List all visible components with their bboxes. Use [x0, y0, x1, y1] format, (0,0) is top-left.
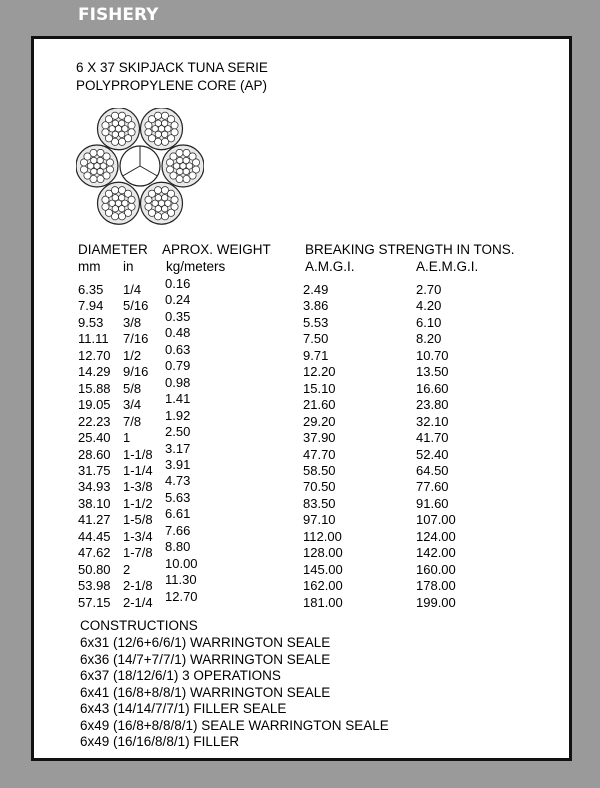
- spec-panel: [31, 36, 572, 761]
- construction-item: 6x41 (16/8+8/8/1) WARRINGTON SEALE: [80, 684, 331, 700]
- cell-aemgi: 4.20: [416, 298, 442, 314]
- cell-mm: 19.05: [78, 397, 111, 413]
- cell-aemgi: 32.10: [416, 413, 449, 429]
- cell-kg: 0.24: [165, 292, 191, 308]
- construction-item: 6x36 (14/7+7/7/1) WARRINGTON SEALE: [80, 651, 331, 667]
- cell-mm: 57.15: [78, 594, 111, 610]
- cell-mm: 44.45: [78, 528, 111, 544]
- cell-in: 3/4: [123, 397, 142, 413]
- cell-aemgi: 13.50: [416, 364, 449, 380]
- cell-mm: 14.29: [78, 364, 111, 380]
- cell-aemgi: 52.40: [416, 446, 449, 462]
- cell-amgi: 21.60: [303, 397, 336, 413]
- header-weight: APROX. WEIGHT: [162, 242, 271, 257]
- construction-item: 6x49 (16/8+8/8/8/1) SEALE WARRINGTON SEALE: [80, 717, 389, 733]
- header-mm: mm: [78, 259, 101, 274]
- cell-amgi: 112.00: [303, 528, 342, 544]
- cell-amgi: 83.50: [303, 495, 336, 511]
- cell-aemgi: 160.00: [416, 561, 456, 577]
- section-label: FISHERY: [78, 5, 159, 25]
- cell-aemgi: 2.70: [416, 282, 442, 297]
- cell-amgi: 70.50: [303, 479, 336, 495]
- cell-in: 2-1/4: [123, 594, 153, 610]
- cell-mm: 7.94: [78, 298, 104, 314]
- cell-aemgi: 8.20: [416, 331, 442, 347]
- cell-aemgi: 91.60: [416, 495, 449, 511]
- cell-amgi: 15.10: [303, 380, 336, 396]
- cell-in: 1-7/8: [123, 545, 153, 561]
- cell-kg: 6.61: [165, 506, 191, 522]
- cell-amgi: 5.53: [303, 314, 329, 330]
- cell-mm: 22.23: [78, 413, 111, 429]
- cell-mm: 31.75: [78, 462, 111, 478]
- header-in: in: [123, 259, 134, 274]
- cell-in: 1: [123, 430, 131, 446]
- cell-amgi: 47.70: [303, 446, 336, 462]
- cell-kg: 10.00: [165, 555, 198, 571]
- cell-amgi: 9.71: [303, 347, 329, 363]
- cell-mm: 15.88: [78, 380, 111, 396]
- construction-item: 6x43 (14/14/7/7/1) FILLER SEALE: [80, 701, 287, 716]
- cell-in: 1-1/8: [123, 446, 153, 462]
- cell-kg: 0.35: [165, 308, 191, 324]
- construction-item: 6x37 (18/12/6/1) 3 OPERATIONS: [80, 668, 281, 683]
- cell-mm: 6.35: [78, 282, 104, 297]
- cell-in: 1/4: [123, 282, 142, 297]
- cell-mm: 25.40: [78, 430, 111, 446]
- cell-kg: 1.41: [165, 391, 191, 407]
- cell-in: 5/8: [123, 380, 142, 396]
- cell-amgi: 2.49: [303, 282, 329, 297]
- cell-in: 7/16: [123, 331, 149, 347]
- header-breaking: BREAKING STRENGTH IN TONS.: [305, 242, 515, 257]
- cell-in: 3/8: [123, 314, 142, 330]
- cell-kg: 0.16: [165, 276, 191, 291]
- cell-mm: 53.98: [78, 578, 111, 594]
- header-kg: kg/meters: [166, 259, 226, 274]
- cell-amgi: 162.00: [303, 578, 343, 594]
- cell-kg: 0.48: [165, 325, 191, 341]
- cell-aemgi: 199.00: [416, 594, 456, 610]
- cell-in: 1/2: [123, 347, 142, 363]
- cell-aemgi: 107.00: [416, 512, 456, 528]
- cell-in: 1-3/8: [123, 479, 153, 495]
- cell-aemgi: 142.00: [416, 545, 456, 561]
- cell-aemgi: 178.00: [416, 578, 456, 594]
- cell-aemgi: 41.70: [416, 430, 449, 446]
- cell-kg: 8.80: [165, 539, 191, 555]
- cell-mm: 47.62: [78, 545, 111, 561]
- cell-amgi: 97.10: [303, 512, 336, 528]
- cell-kg: 1.92: [165, 407, 191, 423]
- construction-item: 6x31 (12/6+6/6/1) WARRINGTON SEALE: [80, 635, 331, 650]
- cell-kg: 4.73: [165, 473, 191, 489]
- cell-kg: 0.63: [165, 341, 191, 357]
- cell-aemgi: 124.00: [416, 528, 456, 544]
- cell-kg: 3.91: [165, 456, 191, 472]
- cell-in: 7/8: [123, 413, 142, 429]
- cell-aemgi: 10.70: [416, 347, 449, 363]
- cell-kg: 0.98: [165, 374, 191, 390]
- cell-amgi: 58.50: [303, 462, 336, 478]
- header-amgi: A.M.G.I.: [305, 259, 355, 274]
- cell-amgi: 128.00: [303, 545, 343, 561]
- cell-in: 2: [123, 561, 131, 577]
- rope-cross-section-icon: [76, 108, 204, 242]
- cell-in: 9/16: [123, 364, 149, 380]
- cell-amgi: 3.86: [303, 298, 329, 314]
- cell-amgi: 29.20: [303, 413, 336, 429]
- cell-in: 1-3/4: [123, 528, 153, 544]
- constructions-title: CONSTRUCTIONS: [80, 618, 198, 633]
- cell-kg: 12.70: [165, 588, 198, 604]
- title-line-1: 6 X 37 SKIPJACK TUNA SERIE: [76, 60, 268, 75]
- cell-mm: 41.27: [78, 512, 111, 528]
- cell-kg: 11.30: [165, 572, 197, 588]
- cell-in: 5/16: [123, 298, 149, 314]
- cell-mm: 12.70: [78, 347, 111, 363]
- cell-aemgi: 6.10: [416, 314, 442, 330]
- cell-aemgi: 16.60: [416, 380, 449, 396]
- cell-in: 2-1/8: [123, 578, 153, 594]
- cell-mm: 50.80: [78, 561, 111, 577]
- construction-item: 6x49 (16/16/8/8/1) FILLER: [80, 734, 240, 749]
- cell-mm: 11.11: [78, 331, 109, 347]
- cell-kg: 5.63: [165, 489, 191, 505]
- cell-amgi: 145.00: [303, 561, 343, 577]
- cell-aemgi: 64.50: [416, 462, 449, 478]
- cell-mm: 28.60: [78, 446, 111, 462]
- cell-kg: 7.66: [165, 522, 191, 538]
- cell-in: 1-1/2: [123, 495, 153, 511]
- cell-amgi: 12.20: [303, 364, 336, 380]
- cell-in: 1-1/4: [123, 462, 153, 478]
- header-aemgi: A.E.M.G.I.: [416, 259, 479, 274]
- cell-kg: 0.79: [165, 358, 191, 374]
- cell-mm: 34.93: [78, 479, 111, 495]
- cell-kg: 3.17: [165, 440, 191, 456]
- cell-aemgi: 77.60: [416, 479, 449, 495]
- title-line-2: POLYPROPYLENE CORE (AP): [76, 78, 268, 93]
- cell-in: 1-5/8: [123, 512, 153, 528]
- cell-mm: 38.10: [78, 495, 111, 511]
- cell-amgi: 37.90: [303, 430, 336, 446]
- cell-amgi: 181.00: [303, 594, 343, 610]
- cell-kg: 2.50: [165, 424, 191, 440]
- cell-mm: 9.53: [78, 314, 104, 330]
- header-diameter: DIAMETER: [78, 242, 148, 257]
- cell-aemgi: 23.80: [416, 397, 449, 413]
- cell-amgi: 7.50: [303, 331, 329, 347]
